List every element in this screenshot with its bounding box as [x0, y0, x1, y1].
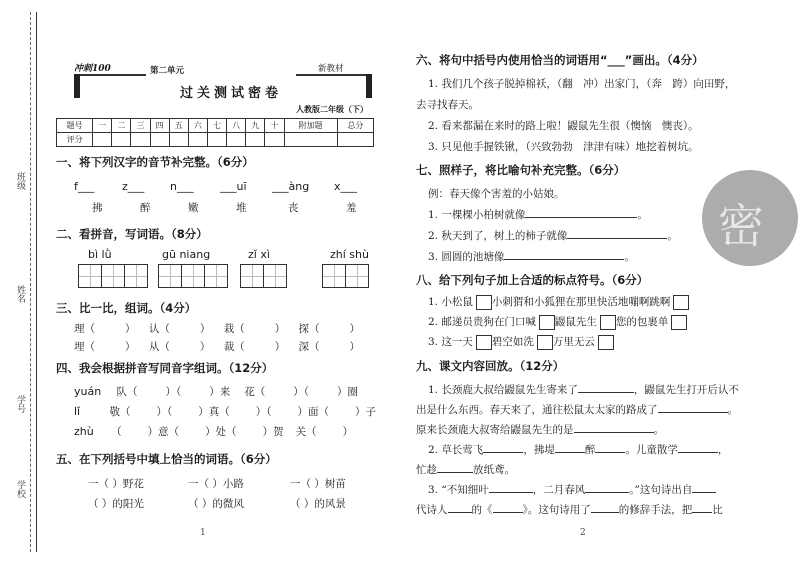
punctuation-box[interactable] — [671, 315, 687, 330]
s9-text: 出是什么东西。春天来了，通往松鼠太太家的路成了 — [416, 404, 658, 416]
s4-row-3 — [74, 424, 353, 439]
s8-text: 您的包裹单 — [615, 316, 669, 328]
s6-line: 1. 我们几个孩子脱掉棉袄，（翻 冲）出家门，（奔 跨）向田野， — [428, 78, 736, 90]
s3-item: ） — [125, 323, 136, 335]
score-input[interactable] — [169, 133, 188, 147]
answer-blank[interactable] — [489, 492, 533, 493]
score-cell: 七 — [208, 119, 227, 133]
s7-text: 2. 秋天到了，树上的柿子就像 — [428, 230, 568, 242]
grid-cell[interactable] — [182, 265, 205, 287]
section-2-title: 二、看拼音，写词语。（8分） — [56, 227, 208, 241]
section-9-title: 九、课文内容回放。（12分） — [416, 359, 565, 373]
answer-blank[interactable] — [578, 392, 634, 393]
s9-text: 。 — [727, 404, 738, 416]
s4-row-1 — [74, 384, 358, 399]
page-number-right: 2 — [580, 528, 586, 538]
stamp-text: 密 — [718, 199, 764, 253]
answer-blank[interactable] — [585, 492, 629, 493]
s3-item: ） — [349, 341, 361, 353]
answer-blank[interactable] — [504, 259, 624, 260]
punctuation-box[interactable] — [600, 315, 616, 330]
grid-cell[interactable] — [346, 265, 368, 287]
s3-item: ） — [199, 323, 211, 335]
page-number-left: 1 — [200, 528, 206, 538]
s7-line-2: 2. 秋天到了，树上的柿子就像 。 — [428, 230, 678, 242]
s4-pinyin: zhù — [74, 425, 94, 438]
s5-item: 一（ ）野花 — [88, 478, 144, 490]
grid-cell[interactable] — [79, 265, 102, 287]
section-8-title: 八、给下列句子加上合适的标点符号。（6分） — [416, 273, 649, 287]
s2-writing-grid-4[interactable] — [322, 264, 369, 288]
s2-pinyin-2: gū niang — [162, 248, 211, 261]
s1-char-2: 醉 — [140, 202, 151, 214]
s4-text: ）来 — [209, 386, 231, 398]
s4-text: ）真（ — [198, 406, 230, 418]
s3-item: 理（ — [74, 323, 95, 335]
s9-text: 比 — [712, 504, 723, 516]
s8-text: 3. 这一天 — [428, 336, 473, 348]
score-cell: 评分 — [57, 133, 93, 147]
s3-item: ） — [274, 323, 286, 335]
s4-text: ）面（ — [297, 406, 329, 418]
binding-line — [36, 12, 37, 552]
s1-char-5: 丧 — [288, 202, 299, 214]
binding-label-id: 学号 — [15, 395, 25, 413]
score-input[interactable] — [265, 133, 284, 147]
s9-line-2 — [416, 402, 738, 417]
s5-item: （ ）的风景 — [290, 498, 346, 510]
s3-item: ） — [349, 323, 361, 335]
score-input[interactable] — [227, 133, 246, 147]
answer-blank[interactable] — [567, 238, 667, 239]
s2-writing-grid-3[interactable] — [240, 264, 287, 288]
answer-blank[interactable] — [437, 472, 473, 473]
s4-text: ）子 — [354, 406, 376, 418]
score-value-row — [57, 133, 374, 147]
score-cell: 十 — [265, 119, 284, 133]
publisher-label: 人教版二年级（下） — [296, 104, 368, 114]
s8-text: 万里无云 — [552, 336, 595, 348]
s3-row-2 — [74, 339, 384, 354]
section-3-title: 三、比一比，组词。（4分） — [56, 301, 197, 315]
binding-label-class: 班级 — [15, 172, 25, 190]
s4-text: ）意（ — [147, 426, 180, 438]
s9-text: 放纸鸢。 — [473, 464, 515, 476]
s3-item: 裁（ — [223, 341, 245, 353]
section-7-title: 七、照样子，将比喻句补充完整。（6分） — [416, 163, 626, 177]
s4-pinyin: lǐ — [74, 405, 81, 418]
binding-label-name: 姓名 — [15, 285, 25, 303]
s8-text: 鼹鼠先生 — [554, 316, 597, 328]
s4-text: 队（ — [116, 386, 138, 398]
s1-pinyin-6: x___ — [334, 180, 358, 193]
s4-row-2 — [74, 404, 376, 419]
score-cell: 五 — [169, 119, 188, 133]
s7-line-1: 1. 一棵棵小柏树就像 。 — [428, 209, 648, 221]
s2-pinyin-3: zǐ xì — [248, 248, 270, 261]
s5-item: （ ）的微风 — [188, 498, 244, 510]
s6-line: 去寻找春天。 — [416, 99, 479, 111]
s8-text: 2. 邮递员贵狗在门口喊 — [428, 316, 536, 328]
s8-line-1 — [428, 294, 689, 310]
s9-text: 。儿童散学 — [625, 444, 678, 456]
s1-char-1: 拂 — [92, 202, 103, 214]
s1-pinyin-5: ___àng — [272, 180, 310, 193]
score-input[interactable] — [337, 133, 373, 147]
s4-text: ） — [342, 426, 354, 438]
section-4-title: 四、我会根据拼音写同音字组词。（12分） — [56, 361, 274, 375]
unit-label: 第二单元 — [150, 66, 185, 76]
grid-cell[interactable] — [205, 265, 227, 287]
punctuation-box[interactable] — [673, 295, 689, 310]
s1-pinyin-4: ___uī — [220, 180, 247, 193]
score-input[interactable] — [284, 133, 337, 147]
s7-text: 1. 一棵棵小柏树就像 — [428, 209, 526, 221]
s5-item: （ ）的阳光 — [88, 498, 144, 510]
answer-blank[interactable] — [692, 492, 716, 493]
s9-text: 的《 — [471, 504, 493, 516]
s4-text: （ — [111, 426, 122, 438]
s7-line-3: 3. 圆圆的池塘像 。 — [428, 251, 635, 263]
s2-writing-grid-1[interactable] — [78, 264, 148, 288]
s4-text: 花（ — [244, 386, 266, 398]
score-input[interactable] — [150, 133, 169, 147]
answer-blank[interactable] — [448, 512, 472, 513]
s1-pinyin-1: f___ — [74, 180, 95, 193]
logo: 冲刺100 — [74, 64, 111, 74]
s4-text: ）处（ — [205, 426, 237, 438]
score-header-row — [57, 119, 374, 133]
punctuation-box[interactable] — [598, 335, 614, 350]
s8-text: 小刺猬和小狐狸在那里快活地嘣啊跳啊 — [491, 296, 671, 308]
section-1-title: 一、将下列汉字的音节补完整。（6分） — [56, 155, 254, 169]
s4-text: 敬（ — [109, 406, 131, 418]
header-rule-right — [296, 74, 372, 76]
s4-text: ）（ — [156, 406, 173, 418]
s9-text: 》。这句诗用了 — [522, 504, 591, 516]
score-input[interactable] — [208, 133, 227, 147]
answer-blank[interactable] — [591, 512, 619, 513]
binding-label-school: 学校 — [15, 480, 25, 498]
header-rule-left — [74, 74, 146, 76]
score-input[interactable] — [93, 133, 112, 147]
score-cell: 附加题 — [284, 119, 337, 133]
s7-text: 3. 圆圆的池塘像 — [428, 251, 505, 263]
s1-char-6: 羞 — [346, 202, 357, 214]
s3-row-1 — [74, 321, 384, 336]
s3-item: 深（ — [298, 341, 320, 353]
answer-blank[interactable] — [555, 452, 585, 453]
s8-text: 碧空如洗 — [491, 336, 534, 348]
grid-cell[interactable] — [125, 265, 147, 287]
edition-label: 新教材 — [318, 64, 344, 74]
s5-item: 一（ ）树苗 — [290, 478, 346, 490]
s9-line-4 — [428, 442, 728, 457]
score-input[interactable] — [131, 133, 150, 147]
answer-blank[interactable] — [493, 512, 523, 513]
s8-line-2 — [428, 314, 687, 330]
s1-char-4: 堆 — [236, 202, 247, 214]
grid-cell[interactable] — [241, 265, 264, 287]
s9-line-7 — [416, 502, 723, 517]
punctuation-box[interactable] — [476, 295, 492, 310]
s4-pinyin: yuán — [74, 385, 102, 398]
s9-text: 。 — [653, 424, 664, 436]
score-cell: 九 — [246, 119, 265, 133]
score-cell: 四 — [150, 119, 169, 133]
s4-text: ）圈 — [337, 386, 359, 398]
answer-blank[interactable] — [483, 452, 523, 453]
answer-blank[interactable] — [678, 452, 718, 453]
s6-line: 3. 只见他手握铁锹，（兴致勃勃 津津有味）地挖着树坑。 — [428, 141, 699, 153]
header-mark — [74, 74, 80, 98]
score-cell: 六 — [188, 119, 207, 133]
grid-cell[interactable] — [159, 265, 182, 287]
score-input[interactable] — [246, 133, 265, 147]
score-input[interactable] — [112, 133, 131, 147]
score-cell: 题号 — [57, 119, 93, 133]
s9-text: ， — [717, 444, 729, 456]
s3-item: 从（ — [148, 341, 170, 353]
s9-text: 1. 长颈鹿大叔给鼹鼠先生寄来了 — [428, 384, 578, 396]
header-mark-right — [366, 74, 372, 98]
s3-item: 埋（ — [74, 341, 95, 353]
s9-text: ，鼹鼠先生打开后认不 — [633, 384, 739, 396]
grid-cell[interactable] — [323, 265, 346, 287]
s2-pinyin-1: bì lǜ — [88, 248, 112, 261]
punctuation-box[interactable] — [537, 335, 553, 350]
punctuation-box[interactable] — [476, 335, 492, 350]
s7-example: 例：春天像个害羞的小姑娘。 — [428, 188, 565, 200]
s9-text: 醉 — [584, 444, 596, 456]
s1-char-3: 嫩 — [188, 202, 199, 214]
section-5-title: 五、在下列括号中填上恰当的词语。（6分） — [56, 452, 277, 466]
answer-blank[interactable] — [692, 512, 712, 513]
s8-line-3 — [428, 334, 614, 350]
answer-blank[interactable] — [595, 452, 625, 453]
punctuation-box[interactable] — [539, 315, 555, 330]
s9-text: ，二月春风 — [532, 484, 586, 496]
score-cell: 三 — [131, 119, 150, 133]
score-cell: 二 — [112, 119, 131, 133]
grid-cell[interactable] — [102, 265, 125, 287]
s9-text: 2. 草长莺飞 — [428, 444, 484, 456]
answer-blank[interactable] — [658, 412, 728, 413]
s1-pinyin-3: n___ — [170, 180, 194, 193]
score-cell: 一 — [93, 119, 112, 133]
page-title: 过关测试密卷 — [180, 86, 283, 101]
binding-dashed-line — [30, 12, 31, 552]
answer-blank[interactable] — [525, 217, 637, 218]
s4-text: ）（ — [293, 386, 310, 398]
s4-text: ）（ — [165, 386, 182, 398]
s9-text: 3. “不知细叶 — [428, 484, 489, 496]
s3-item: 认（ — [148, 323, 170, 335]
s9-text: 代诗人 — [416, 504, 448, 516]
s4-text: 关（ — [295, 426, 317, 438]
s3-item: 探（ — [298, 323, 320, 335]
s2-writing-grid-2[interactable] — [158, 264, 228, 288]
s9-line-5 — [416, 462, 515, 477]
score-cell: 总分 — [337, 119, 373, 133]
s9-line-1 — [428, 382, 739, 397]
score-cell: 八 — [227, 119, 246, 133]
s9-text: 原来长颈鹿大叔寄给鼹鼠先生的是 — [416, 424, 574, 436]
grid-cell[interactable] — [264, 265, 286, 287]
answer-blank[interactable] — [574, 432, 654, 433]
s3-item: ） — [274, 341, 286, 353]
s3-item: 栽（ — [223, 323, 245, 335]
s2-pinyin-4: zhí shù — [330, 248, 369, 261]
s6-line: 2. 看来都漏在来时的路上啦！鼹鼠先生很（懊恼 懊丧）。 — [428, 120, 699, 132]
s4-text: ）（ — [255, 406, 272, 418]
s9-text: 的修辞手法，把 — [618, 504, 693, 516]
s9-text: 。”这句诗出自 — [629, 484, 693, 496]
s9-text: 忙趁 — [416, 464, 437, 476]
s1-pinyin-2: z___ — [122, 180, 145, 193]
s3-item: ） — [199, 341, 211, 353]
s4-text: ）贺 — [262, 426, 284, 438]
s8-text: 1. 小松鼠 — [428, 296, 473, 308]
s5-item: 一（ ）小路 — [188, 478, 244, 490]
section-6-title: 六、将句中括号内使用恰当的词语用“___”画出。（4分） — [416, 53, 704, 67]
s9-line-3 — [416, 422, 664, 437]
s9-text: ，拂堤 — [523, 444, 555, 456]
s9-line-6 — [428, 482, 716, 497]
score-input[interactable] — [188, 133, 207, 147]
score-table — [56, 118, 374, 147]
s3-item: ） — [125, 341, 136, 353]
